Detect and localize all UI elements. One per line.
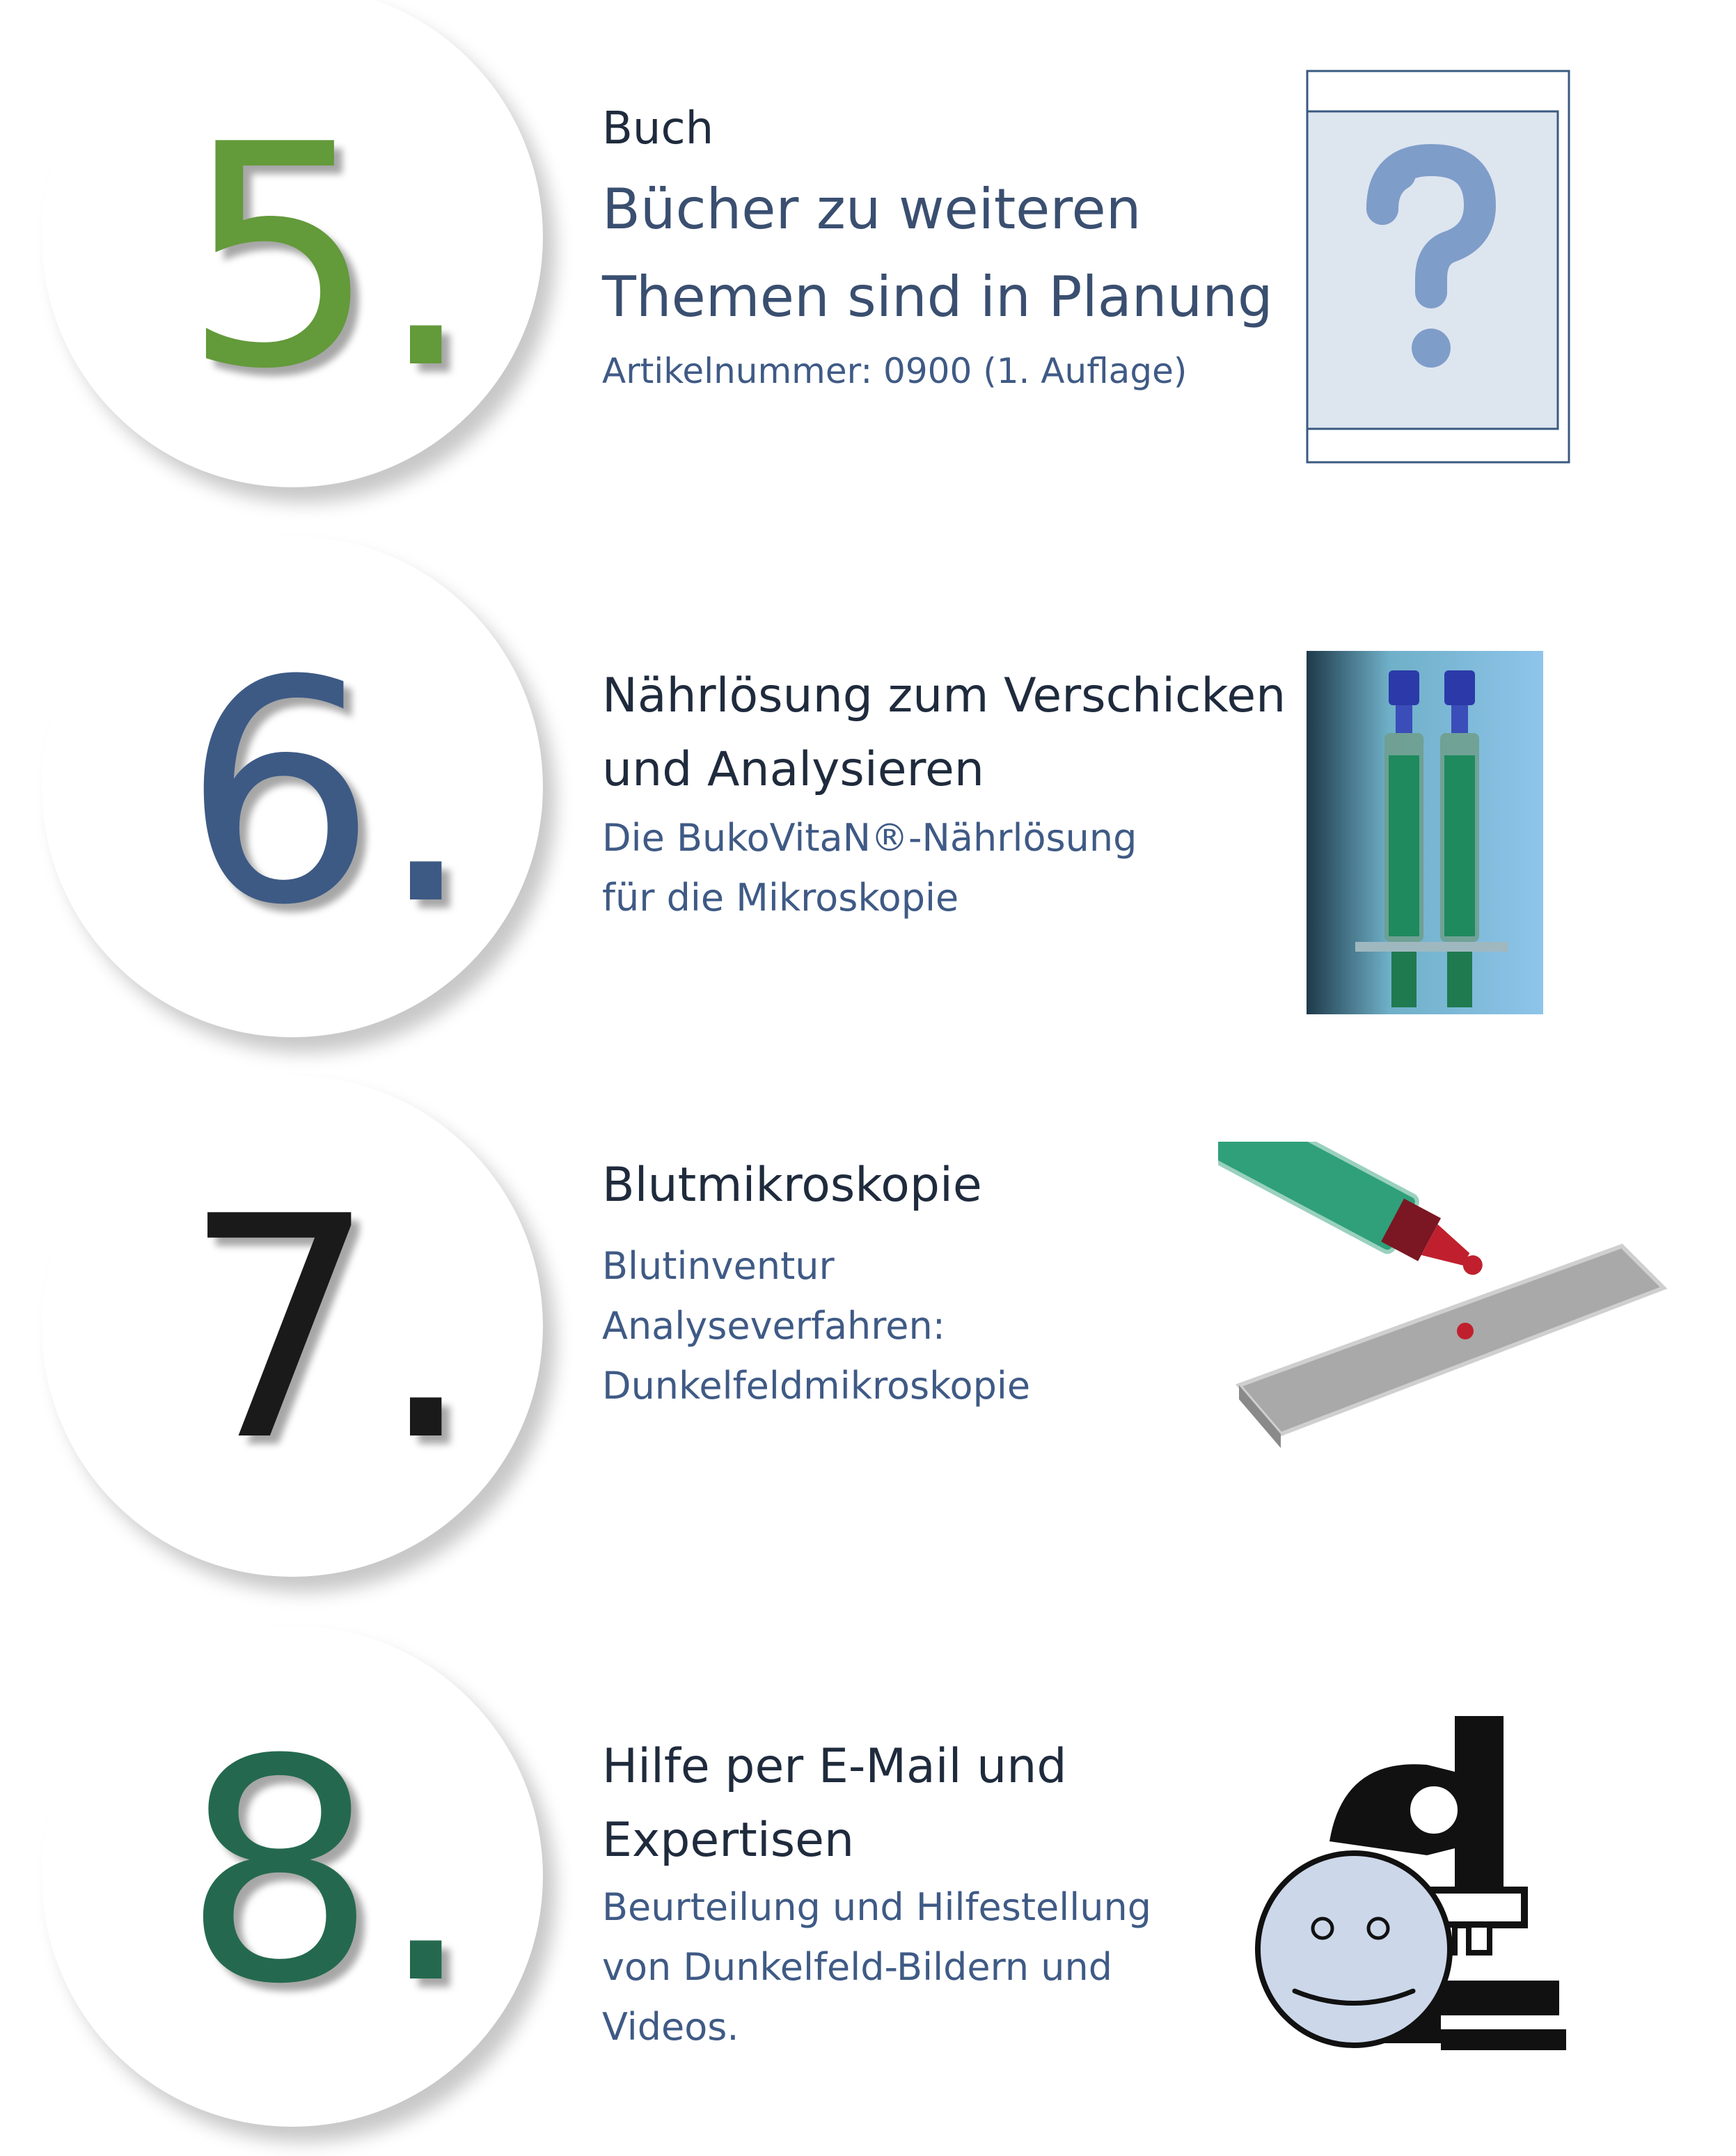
- numeral-6: 6.: [182, 615, 475, 972]
- sub-line-2: Analyseverfahren:: [602, 1304, 945, 1348]
- microscope-smiley-icon: [1246, 1716, 1580, 2064]
- title-line-2: Expertisen: [602, 1813, 855, 1868]
- sub-line-1: Die BukoVitaN®-Nährlösung: [602, 816, 1137, 860]
- title-line-2: und Analysieren: [602, 742, 984, 797]
- syringes-photo: [1307, 651, 1543, 1014]
- item-5-text: [602, 92, 1273, 401]
- item-7-text: [602, 1149, 1030, 1416]
- headline-line-2: Themen sind in Planung: [602, 265, 1273, 329]
- title-line-1: Nährlösung zum Verschicken: [602, 668, 1286, 723]
- sub-line-2: für die Mikroskopie: [602, 876, 959, 920]
- sub-line-2: von Dunkelfeld-Bildern und: [602, 1945, 1112, 1989]
- article-number: Artikelnummer: 0900 (1. Auflage): [602, 351, 1187, 391]
- headline-line-1: Bücher zu weiteren: [602, 177, 1142, 242]
- book-placeholder-question-mark-icon: [1306, 70, 1570, 464]
- sub-line-1: Blutinventur: [602, 1244, 835, 1288]
- numeral-5: 5.: [182, 79, 475, 436]
- item-6-text: [602, 659, 1286, 928]
- numeral-7: 7.: [182, 1151, 475, 1508]
- sub-line-3: Dunkelfeldmikroskopie: [602, 1364, 1031, 1408]
- eyebrow: Buch: [602, 103, 714, 155]
- item-8-text: [602, 1730, 1151, 2057]
- title-line-1: Blutmikroskopie: [602, 1158, 982, 1213]
- sub-line-1: Beurteilung und Hilfestellung: [602, 1885, 1151, 1929]
- syringe-blood-slide-icon: [1218, 1142, 1678, 1455]
- sub-line-3: Videos.: [602, 2005, 739, 2049]
- numeral-8: 8.: [182, 1694, 475, 2051]
- title-line-1: Hilfe per E-Mail und: [602, 1739, 1067, 1794]
